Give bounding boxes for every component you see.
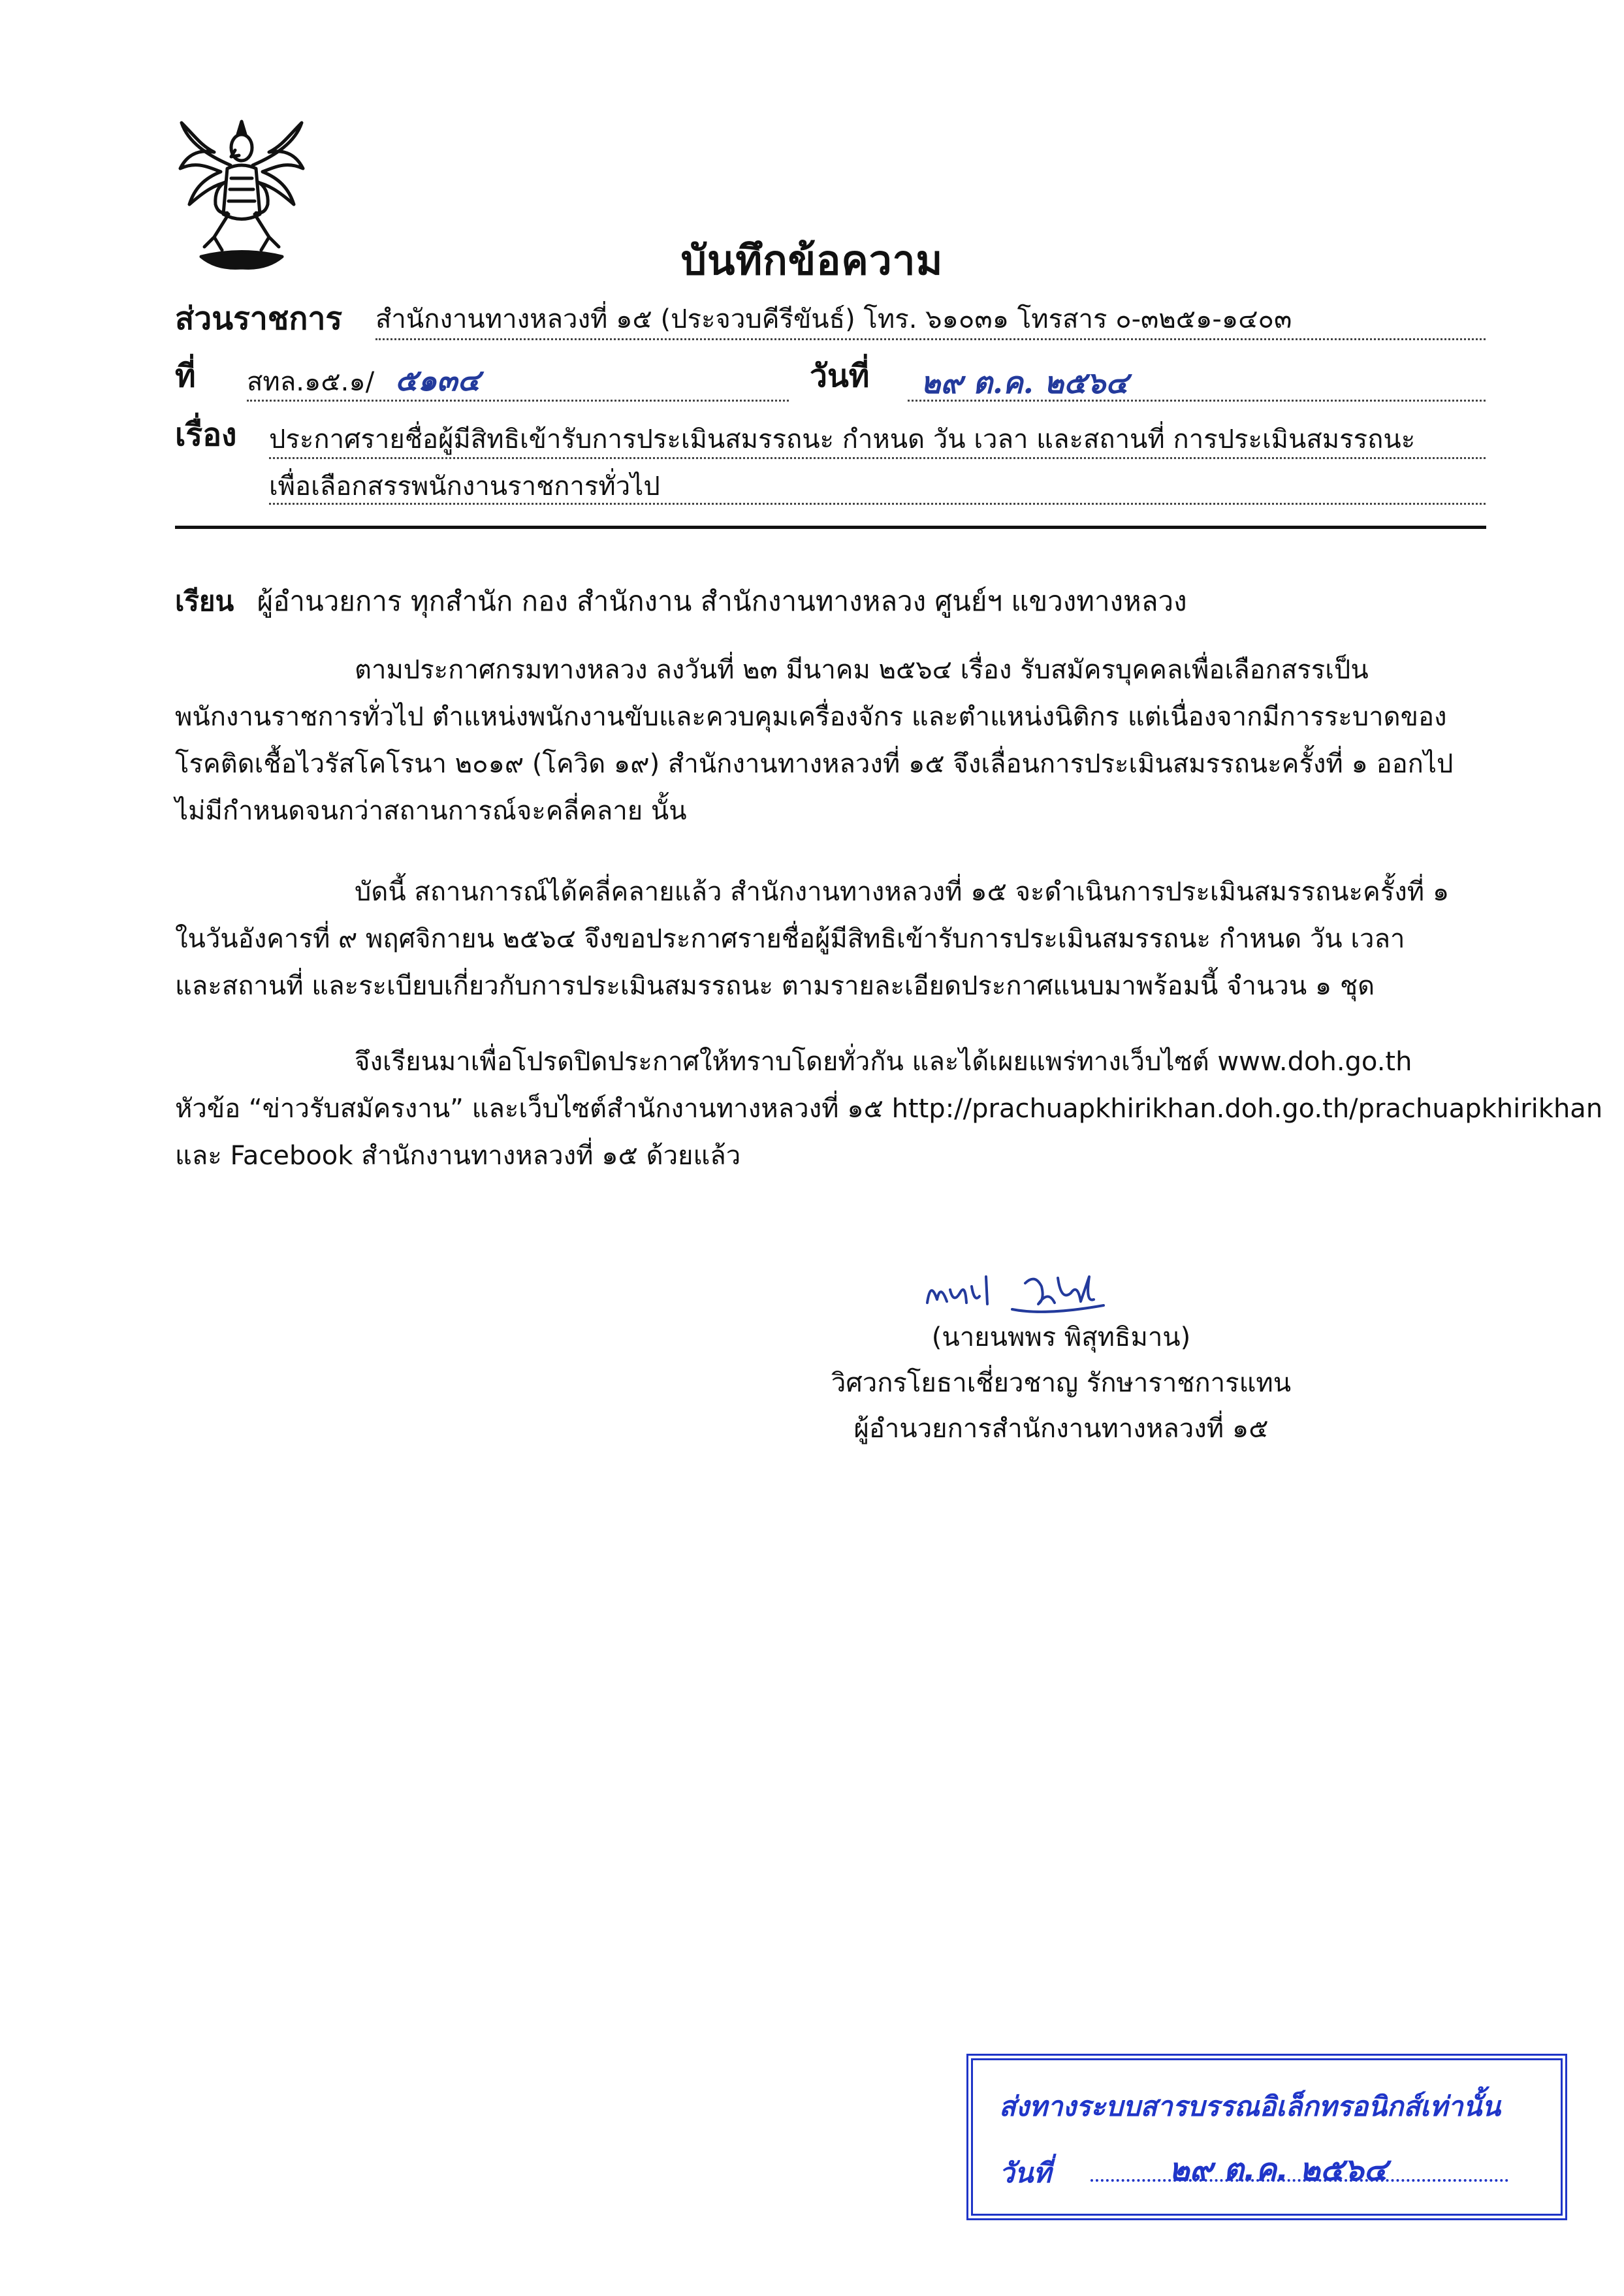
date-handwritten: ๒๙ ต.ค. ๒๕๖๔ [921, 365, 1128, 400]
paragraph-1-line: โรคติดเชื้อไวรัสโคโรนา ๒๐๑๙ (โควิด ๑๙) สำนักงานทางหลวงที่ ๑๕ จึงเลื่อนการประเมินสมรรถนะครั้งที่ ๑ ออกไป [175, 749, 1454, 779]
agency-label: ส่วนราชการ [175, 300, 343, 337]
paragraph-2-line: ในวันอังคารที่ ๙ พฤศจิกายน ๒๕๖๔ จึงขอประกาศรายชื่อผู้มีสิทธิเข้ารับการประเมินสมรรถนะ กำหนด วัน เวลา [175, 924, 1405, 954]
salutation [175, 580, 1187, 623]
paragraph-1-line: ไม่มีกำหนดจนกว่าสถานการณ์จะคลี่คลาย นั้น [175, 796, 687, 826]
subject-dotted-line-2 [269, 503, 1486, 505]
paragraph-2-line: และสถานที่ และระเบียบเกี่ยวกับการประเมินสมรรถนะ ตามรายละเอียดประกาศแนบมาพร้อมนี้ จำนวน ๑ ชุด [175, 971, 1375, 1001]
ref-number-handwritten: ๕๑๓๔ [395, 362, 481, 398]
subject-line-1: ประกาศรายชื่อผู้มีสิทธิเข้ารับการประเมินสมรรถนะ กำหนด วัน เวลา และสถานที่ การประเมินสมรรถนะ [269, 424, 1416, 454]
paragraph-2-line: บัดนี้ สถานการณ์ได้คลี่คลายแล้ว สำนักงานทางหลวงที่ ๑๕ จะดำเนินการประเมินสมรรถนะครั้งที่ ๑ [355, 877, 1450, 907]
ref-value: สทล.๑๕.๑/ [247, 367, 375, 397]
header-divider [175, 526, 1486, 529]
subject-line-2: เพื่อเลือกสรรพนักงานราชการทั่วไป [269, 471, 660, 502]
paragraph-2 [175, 869, 1488, 1010]
paragraph-1-line: ตามประกาศกรมทางหลวง ลงวันที่ ๒๓ มีนาคม ๒๕๖๔ เรื่อง รับสมัครบุคคลเพื่อเลือกสรรเป็น [355, 655, 1369, 685]
subject-dotted-line-1 [269, 457, 1486, 459]
ref-dotted-line [247, 400, 789, 402]
paragraph-3-line: และ Facebook สำนักงานทางหลวงที่ ๑๕ ด้วยแล้ว [175, 1141, 741, 1171]
stamp-date-value: ๒๙ ต.ค. ๒๕๖๔ [1169, 2152, 1388, 2188]
paragraph-3 [175, 1038, 1603, 1179]
signer-office: ผู้อำนวยการสำนักงานทางหลวงที่ ๑๕ [853, 1414, 1269, 1444]
delivery-stamp [966, 2054, 1567, 2220]
paragraph-3-line: จึงเรียนมาเพื่อโปรดปิดประกาศให้ทราบโดยทั่วกัน และได้เผยแพร่ทางเว็บไซต์ www.doh.go.th [355, 1047, 1412, 1077]
date-label: วันที่ [810, 358, 870, 394]
paragraph-3-line: หัวข้อ “ข่าวรับสมัครงาน” และเว็บไซต์สำนักงานทางหลวงที่ ๑๕ http://prachuapkhirikhan.doh.go.th/prachuapkhirikhan [175, 1094, 1603, 1124]
signer-name: (นายนพพร พิสุทธิมาน) [931, 1322, 1191, 1352]
signer-position: วิศวกรโยธาเชี่ยวชาญ รักษาราชการแทน [831, 1368, 1292, 1398]
salutation-value: ผู้อำนวยการ ทุกสำนัก กอง สำนักงาน สำนักงานทางหลวง ศูนย์ฯ แขวงทางหลวง [257, 585, 1187, 617]
document-title: บันทึกข้อความ [680, 236, 944, 284]
stamp-date-label: วันที่ [999, 2157, 1051, 2189]
date-dotted-line [908, 400, 1486, 402]
paragraph-1 [175, 646, 1488, 835]
ref-label: ที่ [175, 358, 196, 394]
paragraph-1-line: พนักงานราชการทั่วไป ตำแหน่งพนักงานขับและควบคุมเครื่องจักร และตำแหน่งนิติกร แต่เนื่องจากมีการระบาดของ [175, 702, 1447, 732]
agency-dotted-line [375, 338, 1486, 340]
handwritten-signature [914, 1264, 1123, 1322]
subject-label: เรื่อง [175, 417, 237, 453]
salutation-label: เรียน [175, 585, 234, 617]
agency-value: สำนักงานทางหลวงที่ ๑๕ (ประจวบคีรีขันธ์) โทร. ๖๑๐๓๑ โทรสาร ๐-๓๒๕๑-๑๔๐๓ [375, 304, 1292, 334]
stamp-line-1: ส่งทางระบบสารบรรณอิเล็กทรอนิกส์เท่านั้น [999, 2090, 1501, 2122]
